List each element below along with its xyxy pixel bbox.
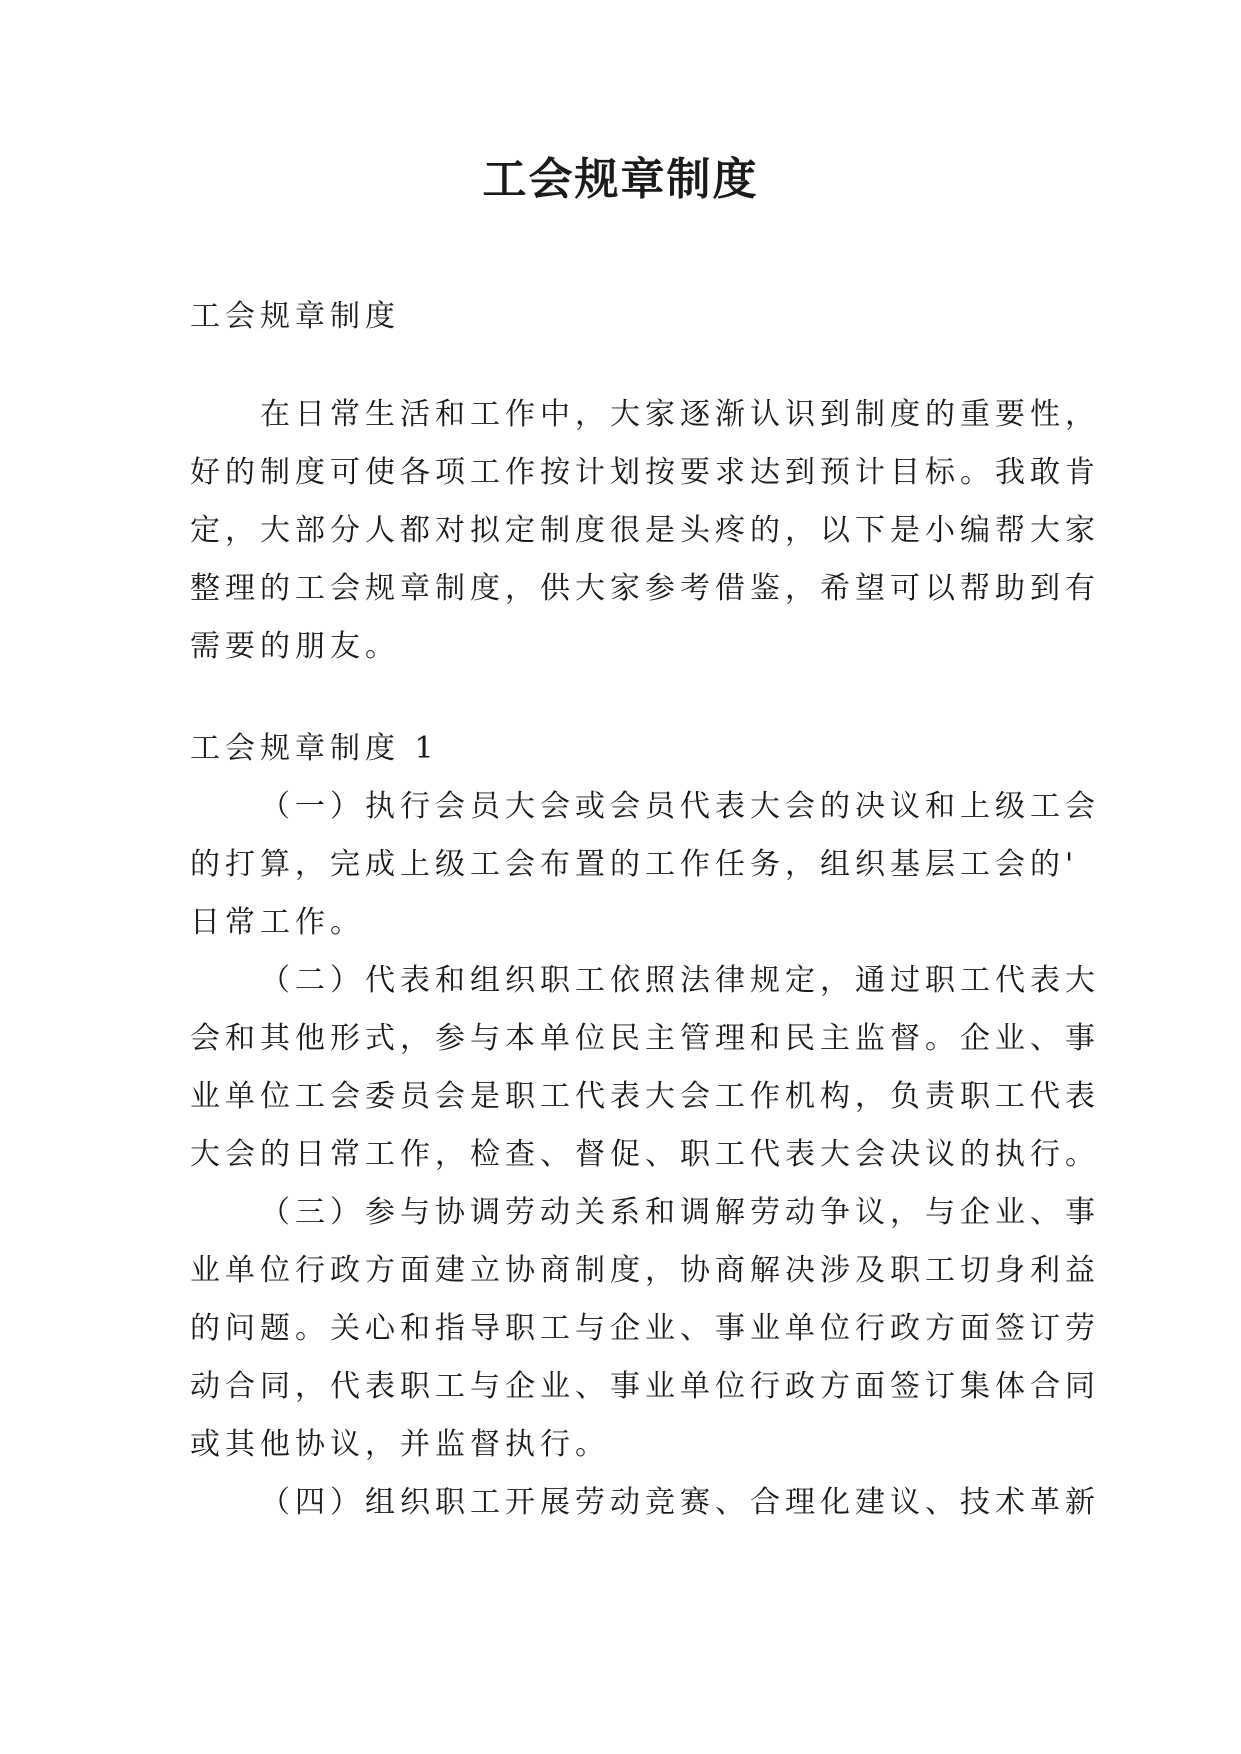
item-1-paragraph <box>190 778 1100 952</box>
paragraph-line: （四）组织职工开展劳动竞赛、合理化建议、技术革新 <box>260 1485 1100 1520</box>
paragraph-line: 会和其他形式，参与本单位民主管理和民主监督。企业、事 <box>190 1021 1100 1056</box>
paragraph-line: 的问题。关心和指导职工与企业、事业单位行政方面签订劳 <box>190 1311 1100 1346</box>
item-2-paragraph <box>190 952 1100 1184</box>
section-heading: 工会规章制度 1 <box>190 731 439 766</box>
paragraph-line: （二）代表和组织职工依照法律规定，通过职工代表大 <box>260 963 1100 998</box>
paragraph-line: 动合同，代表职工与企业、事业单位行政方面签订集体合同 <box>190 1369 1100 1404</box>
paragraph-line: 需要的朋友。 <box>190 629 400 664</box>
spacer <box>190 346 1070 386</box>
paragraph-line: 业单位行政方面建立协商制度，协商解决涉及职工切身利益 <box>190 1253 1100 1288</box>
item-4-paragraph <box>190 1474 1100 1532</box>
paragraph-line: 在日常生活和工作中，大家逐渐认识到制度的重要性， <box>260 397 1100 432</box>
item-3-paragraph <box>190 1184 1100 1474</box>
intro-paragraph <box>190 386 1100 676</box>
paragraph-line: （三）参与协调劳动关系和调解劳动争议，与企业、事 <box>260 1195 1100 1230</box>
document-subtitle: 工会规章制度 <box>190 299 400 334</box>
paragraph-line: 整理的工会规章制度，供大家参考借鉴，希望可以帮助到有 <box>190 571 1100 606</box>
document-title: 工会规章制度 <box>482 154 759 205</box>
paragraph-line: 的打算，完成上级工会布置的工作任务，组织基层工会的' <box>190 847 1079 882</box>
paragraph-line: 或其他协议，并监督执行。 <box>190 1427 610 1462</box>
paragraph-line: 好的制度可使各项工作按计划按要求达到预计目标。我敢肯 <box>190 455 1100 490</box>
paragraph-line: （一）执行会员大会或会员代表大会的决议和上级工会 <box>260 789 1100 824</box>
spacer <box>190 676 1070 720</box>
document-body <box>190 288 1100 1532</box>
paragraph-line: 定，大部分人都对拟定制度很是头疼的，以下是小编帮大家 <box>190 513 1100 548</box>
paragraph-line: 大会的日常工作，检查、督促、职工代表大会决议的执行。 <box>190 1137 1100 1172</box>
paragraph-line: 日常工作。 <box>190 905 365 940</box>
paragraph-line: 业单位工会委员会是职工代表大会工作机构，负责职工代表 <box>190 1079 1100 1114</box>
